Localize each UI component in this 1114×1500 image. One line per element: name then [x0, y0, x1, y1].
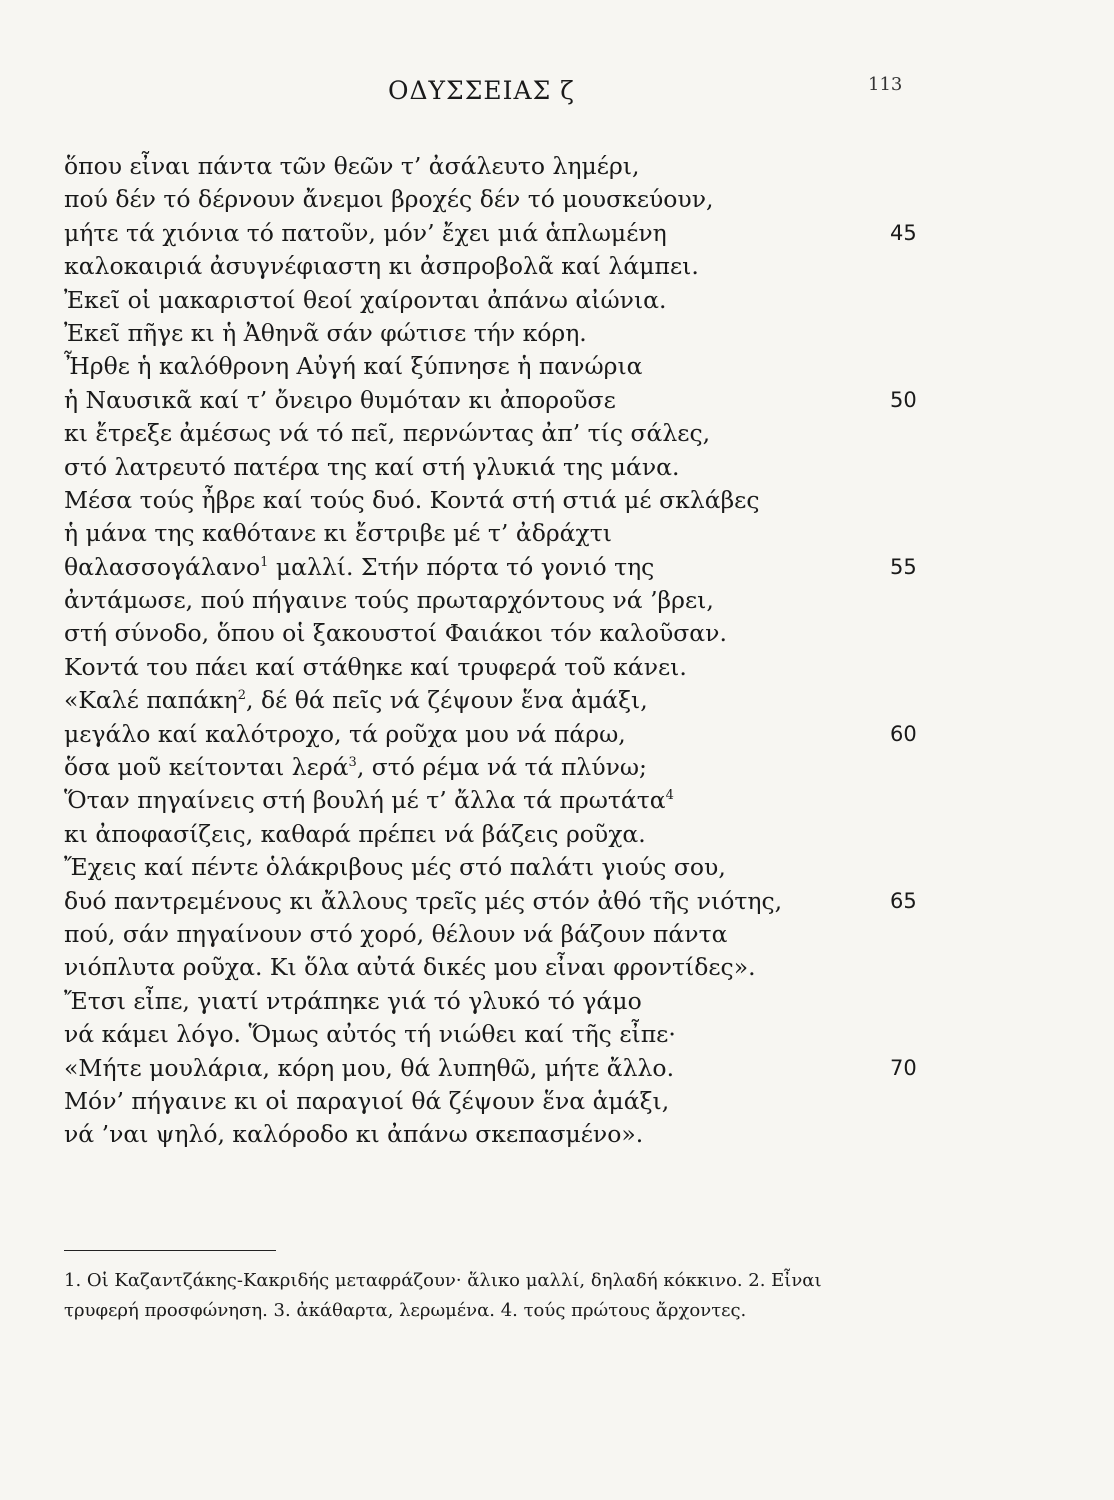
- verse-segment: κι ἔτρεξε ἀμέσως νά τό πεῖ, περνώντας ἀπ’ τίς σάλες,: [64, 419, 711, 448]
- verse-line: [64, 484, 944, 517]
- verse-text: [64, 517, 612, 550]
- footnote-marker: 3: [348, 755, 357, 771]
- verse-line: [64, 1118, 944, 1151]
- verse-line: [64, 918, 944, 951]
- verse-text: [64, 684, 648, 717]
- verse-segment: Κοντά του πάει καί στάθηκε καί τρυφερά τοῦ κάνει.: [64, 652, 687, 681]
- verse-segment: Ἦρθε ἡ καλόθρονη Αὐγή καί ξύπνησε ἡ πανώρια: [64, 352, 643, 381]
- verse-segment: μήτε τά χιόνια τό πατοῦν, μόν’ ἔχει μιά ἁπλωμένη: [64, 218, 667, 247]
- verse-segment: Μέσα τούς ἦβρε καί τούς δυό. Κοντά στή στιά μέ σκλάβες: [64, 485, 760, 514]
- footnote-marker: 2: [237, 688, 247, 704]
- verse-segment: Μόν’ πήγαινε κι οἱ παραγιοί θά ζέψουν ἕνα ἁμάξι,: [64, 1086, 670, 1115]
- verse-text: [64, 1018, 676, 1051]
- line-number: 45: [890, 220, 917, 245]
- verse-text: [64, 451, 679, 484]
- verse-segment: ἡ μάνα της καθότανε κι ἔστριβε μέ τ’ ἀδράχτι: [64, 519, 612, 548]
- verse-line: [64, 183, 944, 216]
- verse-text: [64, 617, 727, 650]
- verse-text: [64, 985, 642, 1018]
- verse-line: [64, 517, 944, 550]
- verse-text: [64, 350, 643, 383]
- verse-line: [64, 651, 944, 684]
- verse-segment: πού δέν τό δέρνουν ἄνεμοι βροχές δέν τό μουσκεύουν,: [64, 185, 714, 214]
- running-title: ΟΔΥΣΣΕΙΑΣ ζ: [388, 76, 575, 105]
- verse-segment: ὅσα μοῦ κείτονται λερά: [64, 753, 349, 782]
- verse-segment: νά κάμει λόγο. Ὅμως αὐτός τή νιώθει καί τῆς εἶπε·: [64, 1020, 676, 1049]
- verse-line: [64, 885, 944, 918]
- page-header: [0, 68, 1114, 108]
- verse-line: [64, 851, 944, 884]
- verse-text: [64, 1085, 669, 1118]
- verse-segment: μεγάλο καί καλότροχο, τά ροῦχα μου νά πάρω,: [64, 719, 626, 748]
- verse-text: [64, 183, 713, 216]
- verse-line: [64, 751, 944, 784]
- footnote-divider: [64, 1250, 276, 1251]
- verse-line: [64, 784, 944, 817]
- verse-text: [64, 818, 646, 851]
- footnotes: [64, 1266, 944, 1326]
- verse-text: [64, 384, 616, 417]
- verse-text: [64, 150, 639, 183]
- verse-segment: νιόπλυτα ροῦχα. Κι ὅλα αὐτά δικές μου εἶναι φροντίδες».: [64, 953, 756, 982]
- line-number: 55: [890, 554, 917, 579]
- line-number: 50: [890, 387, 917, 412]
- verse-line: [64, 1085, 944, 1118]
- verse-segment: Ὅταν πηγαίνεις στή βουλή μέ τ’ ἄλλα τά πρωτάτα: [64, 786, 666, 815]
- verse-segment: ὅπου εἶναι πάντα τῶν θεῶν τ’ ἀσάλευτο λημέρι,: [64, 152, 640, 180]
- page-number: 113: [868, 74, 903, 95]
- verse-segment: , στό ρέμα νά τά πλύνω;: [356, 753, 647, 782]
- verse-line: [64, 384, 944, 417]
- verse-line: [64, 985, 944, 1018]
- verse-line: [64, 1018, 944, 1051]
- verse-text: [64, 284, 667, 317]
- verse-text: [64, 951, 756, 984]
- footnote-marker: 4: [665, 788, 674, 804]
- verse-segment: πού, σάν πηγαίνουν στό χορό, θέλουν νά βάζουν πάντα: [64, 919, 728, 948]
- footnote-marker: 1: [260, 554, 269, 570]
- verse-text: [64, 250, 699, 283]
- verse-line: [64, 417, 944, 450]
- verse-segment: ἡ Ναυσικᾶ καί τ’ ὄνειρο θυμόταν κι ἀποροῦσε: [64, 385, 616, 414]
- verse-line: [64, 250, 944, 283]
- verse-segment: Ἐκεῖ οἱ μακαριστοί θεοί χαίρονται ἀπάνω αἰώνια.: [64, 285, 667, 314]
- verse-text: [64, 784, 674, 817]
- verse-line: [64, 718, 944, 751]
- verse-line: [64, 684, 944, 717]
- verse-segment: δυό παντρεμένους κι ἄλλους τρεῖς μές στόν ἀθό τῆς νιότης,: [64, 886, 783, 915]
- verse-text: [64, 317, 587, 350]
- verse-text: [64, 217, 667, 250]
- verse-line: [64, 350, 944, 383]
- verse-text: [64, 751, 647, 784]
- verse-segment: στή σύνοδο, ὅπου οἱ ξακουστοί Φαιάκοι τόν καλοῦσαν.: [64, 619, 727, 648]
- verse-text: [64, 885, 782, 918]
- verse-line: [64, 317, 944, 350]
- verse-line: [64, 451, 944, 484]
- verse-text: [64, 1052, 674, 1085]
- verse-segment: θαλασσογάλανο: [64, 552, 261, 581]
- verse-text: [64, 417, 710, 450]
- poem-body: [64, 150, 944, 1152]
- line-number: 65: [890, 888, 917, 913]
- footnote-line: τρυφερή προσφώνηση. 3. ἀκάθαρτα, λερωμένα. 4. τούς πρώτους ἄρχοντες.: [64, 1300, 747, 1321]
- verse-text: [64, 718, 626, 751]
- verse-segment: Ἔτσι εἶπε, γιατί ντράπηκε γιά τό γλυκό τό γάμο: [64, 986, 642, 1015]
- verse-segment: καλοκαιριά ἀσυγνέφιαστη κι ἀσπροβολᾶ καί λάμπει.: [64, 252, 699, 281]
- verse-line: [64, 284, 944, 317]
- verse-line: [64, 818, 944, 851]
- verse-segment: ἀντάμωσε, πού πήγαινε τούς πρωταρχόντους νά ’βρει,: [64, 586, 714, 615]
- verse-line: [64, 150, 944, 183]
- verse-line: [64, 551, 944, 584]
- verse-segment: μαλλί. Στήν πόρτα τό γονιό της: [268, 552, 655, 581]
- verse-text: [64, 851, 726, 884]
- line-number: 60: [890, 721, 917, 746]
- verse-segment: Ἔχεις καί πέντε ὁλάκριβους μές στό παλάτι γιούς σου,: [64, 853, 726, 882]
- verse-line: [64, 951, 944, 984]
- verse-segment: νά ’ναι ψηλό, καλόροδο κι ἀπάνω σκεπασμένο».: [64, 1120, 644, 1149]
- verse-text: [64, 651, 687, 684]
- footnote-line: 1. Οἱ Καζαντζάκης-Κακριδής μεταφράζουν· ἅλικο μαλλί, δηλαδή κόκκινο. 2. Εἶναι: [64, 1270, 822, 1291]
- verse-text: [64, 1118, 643, 1151]
- line-number: 70: [890, 1055, 917, 1080]
- verse-text: [64, 551, 654, 584]
- verse-line: [64, 617, 944, 650]
- verse-segment: στό λατρευτό πατέρα της καί στή γλυκιά της μάνα.: [64, 452, 680, 481]
- verse-text: [64, 584, 714, 617]
- verse-line: [64, 217, 944, 250]
- verse-segment: κι ἀποφασίζεις, καθαρά πρέπει νά βάζεις ροῦχα.: [64, 819, 646, 848]
- verse-segment: , δέ θά πεῖς νά ζέψουν ἕνα ἁμάξι,: [246, 686, 648, 715]
- verse-segment: Ἐκεῖ πῆγε κι ἡ Ἀθηνᾶ σάν φώτισε τήν κόρη.: [64, 318, 587, 347]
- verse-text: [64, 918, 727, 951]
- verse-line: [64, 584, 944, 617]
- verse-line: [64, 1052, 944, 1085]
- verse-text: [64, 484, 760, 517]
- verse-segment: «Καλέ παπάκη: [64, 686, 238, 715]
- verse-segment: «Μήτε μουλάρια, κόρη μου, θά λυπηθῶ, μήτε ἄλλο.: [64, 1053, 675, 1082]
